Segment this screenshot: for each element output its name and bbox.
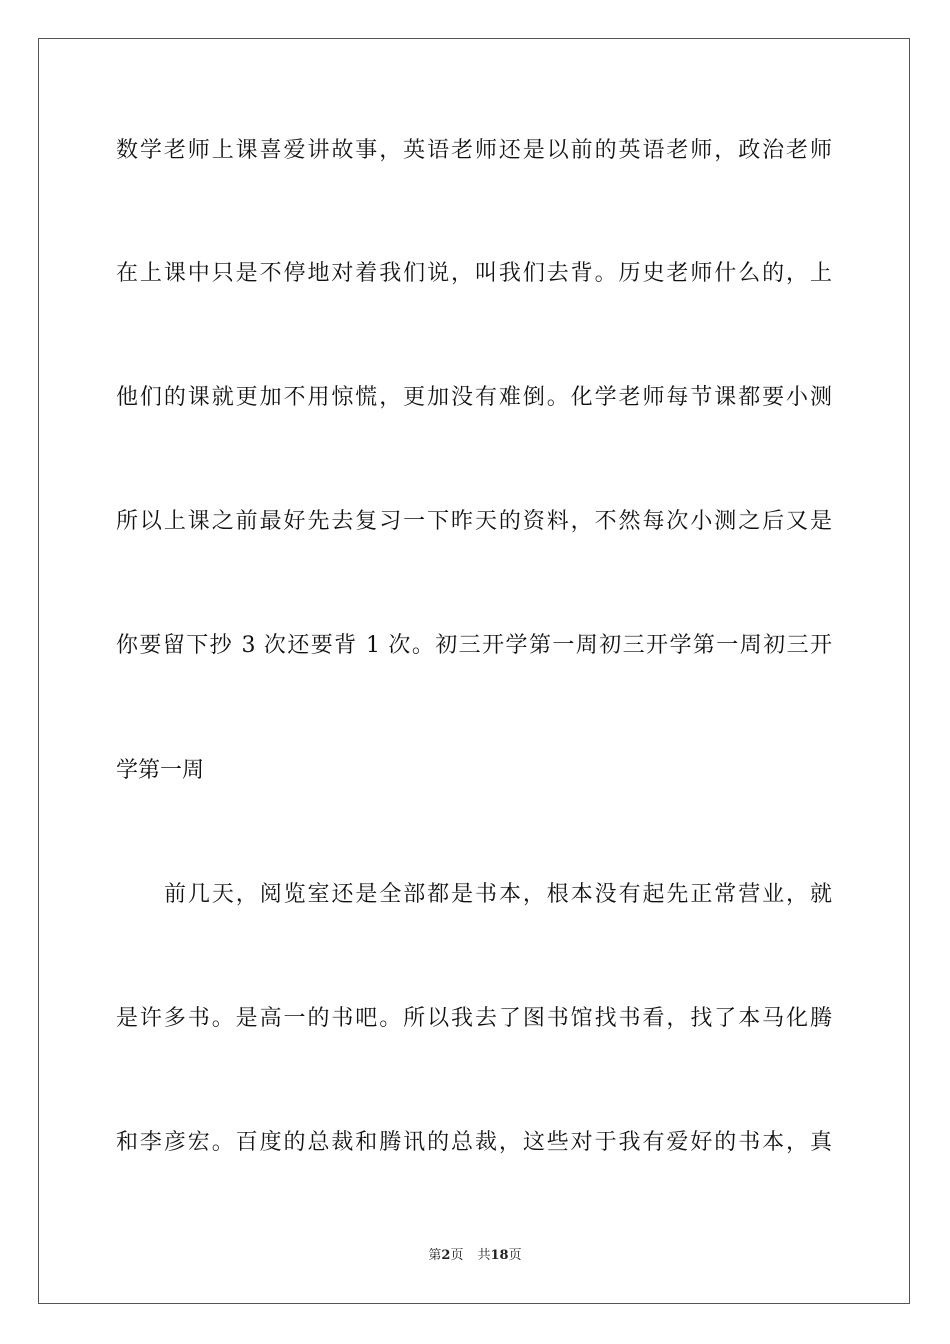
page-prefix: 第 [428,1248,442,1263]
page-number: 2 [441,1248,451,1263]
text-line-5: 你要留下抄 3 次还要背 1 次。初三开学第一周初三开学第一周初三开 [116,633,832,658]
page-border [38,38,910,1304]
paragraph-start-line: 前几天，阅览室还是全部都是书本，根本没有起先正常营业，就 [164,882,832,907]
text-line-1: 数学老师上课喜爱讲故事，英语老师还是以前的英语老师，政治老师 [116,138,832,163]
total-suffix: 页 [508,1248,522,1263]
total-pages: 18 [490,1248,509,1263]
total-prefix: 共 [477,1248,491,1263]
text-line-6: 学第一周 [116,758,205,783]
text-line-2: 在上课中只是不停地对着我们说，叫我们去背。历史老师什么的，上 [116,261,832,286]
text-line-3: 他们的课就更加不用惊慌，更加没有难倒。化学老师每节课都要小测 [116,385,832,410]
page-suffix: 页 [450,1248,464,1263]
page-footer [0,1247,950,1265]
text-line-4: 所以上课之前最好先去复习一下昨天的资料，不然每次小测之后又是 [116,509,832,534]
text-line-9: 和李彦宏。百度的总裁和腾讯的总裁，这些对于我有爱好的书本，真 [116,1130,832,1155]
text-line-8: 是许多书。是高一的书吧。所以我去了图书馆找书看，找了本马化腾 [116,1006,832,1031]
